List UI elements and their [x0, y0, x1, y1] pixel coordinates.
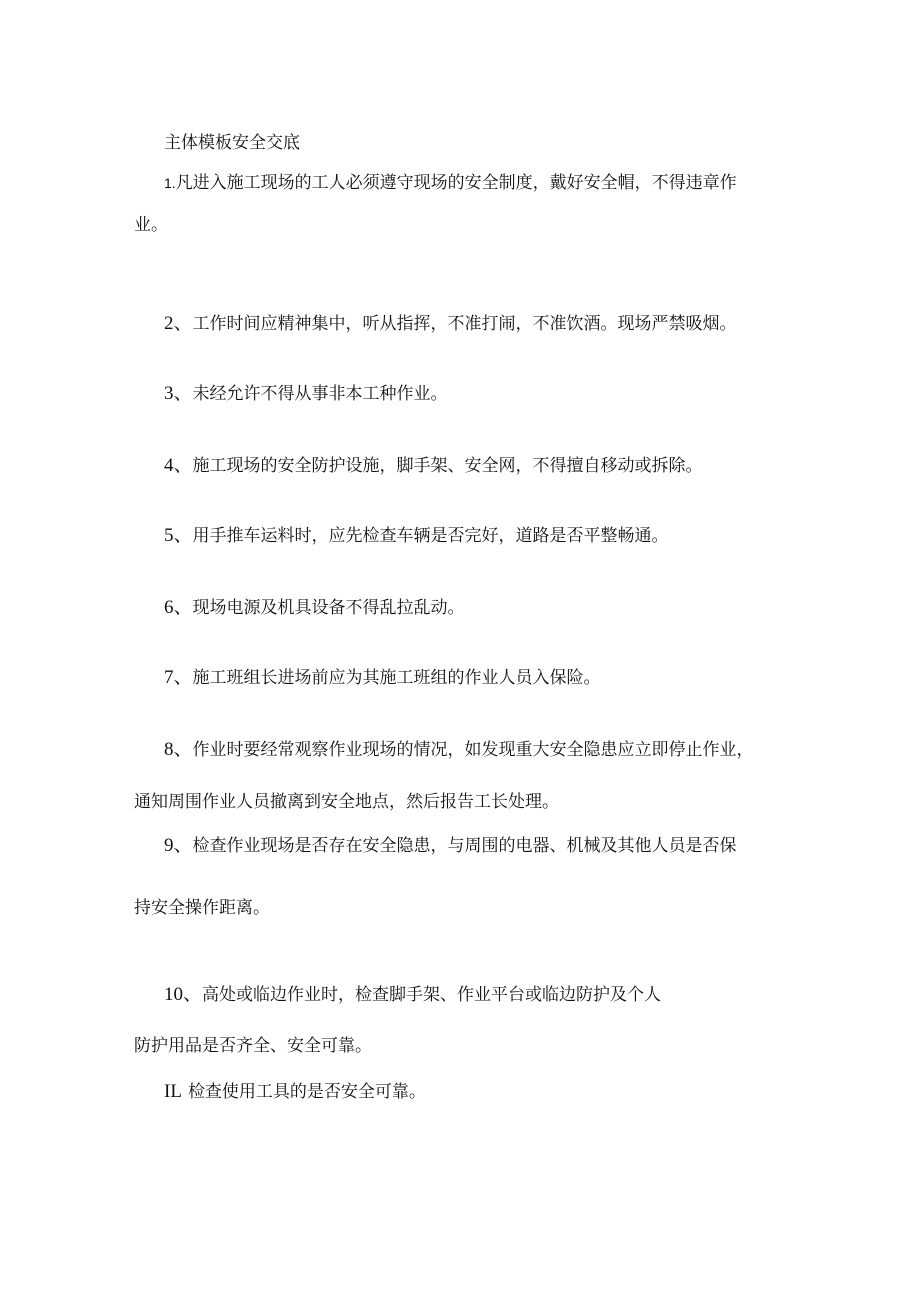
item-number: 6、	[164, 597, 193, 618]
list-item	[134, 596, 814, 620]
list-item	[134, 983, 814, 1058]
list-item	[134, 454, 814, 478]
document-title: 主体模板安全交底	[164, 133, 300, 153]
item-number: 2、	[164, 313, 193, 334]
item-number: 3、	[164, 383, 193, 404]
item-number: 5、	[164, 525, 193, 546]
item-text: 检查作业现场是否存在安全隐患，与周围的电器、机械及其他人员是否保	[192, 836, 737, 856]
item-text: 通知周围作业人员撤离到安全地点，然后报告工长处理。	[134, 792, 559, 812]
item-text: 施工现场的安全防护设施，脚手架、安全网，不得擅自移动或拆除。	[192, 456, 703, 476]
list-item	[134, 738, 814, 814]
item-text: 现场电源及机具设备不得乱拉乱动。	[192, 598, 465, 618]
item-number: 8、	[164, 739, 193, 760]
item-text: 业。	[134, 215, 168, 235]
item-number: 7、	[164, 667, 193, 688]
list-item	[134, 834, 814, 920]
item-number: 9、	[164, 835, 193, 856]
list-item	[134, 171, 814, 237]
item-text: 持安全操作距离。	[134, 898, 270, 918]
item-text: 检查使用工具的是否安全可靠。	[187, 1082, 426, 1102]
item-number: 4、	[164, 455, 193, 476]
item-text: 未经允许不得从事非本工种作业。	[192, 384, 448, 404]
item-text: 防护用品是否齐全、安全可靠。	[134, 1036, 372, 1056]
list-item	[134, 524, 814, 548]
item-text: 凡进入施工现场的工人必须遵守现场的安全制度，戴好安全帽，不得违章作	[175, 173, 737, 193]
list-item	[134, 1080, 814, 1104]
item-text: 用手推车运料时，应先检查车辆是否完好，道路是否平整畅通。	[192, 526, 669, 546]
item-number: 10、	[164, 984, 203, 1005]
list-item	[134, 666, 814, 690]
item-text: 施工班组长进场前应为其施工班组的作业人员入保险。	[192, 668, 601, 688]
item-text: 工作时间应精神集中，听从指挥，不准打闹，不准饮酒。现场严禁吸烟。	[192, 314, 737, 334]
list-item	[134, 312, 814, 336]
list-item	[134, 382, 814, 406]
item-number: 1.	[164, 175, 176, 191]
item-text: 高处或临边作业时，检查脚手架、作业平台或临边防护及个人	[202, 985, 662, 1005]
item-number: IL	[164, 1081, 182, 1102]
item-text: 作业时要经常观察作业现场的情况，如发现重大安全隐患应立即停止作业，	[192, 740, 754, 760]
